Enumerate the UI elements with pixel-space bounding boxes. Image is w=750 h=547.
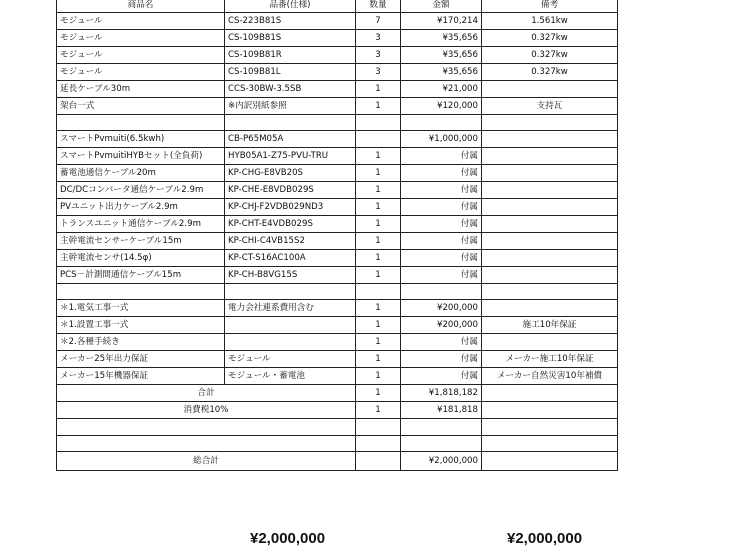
cell-product-name: モジュール bbox=[57, 63, 225, 80]
table-row bbox=[57, 215, 618, 232]
cell-amount: 付属 bbox=[401, 164, 482, 181]
cell-amount bbox=[401, 283, 482, 299]
grand-total-row bbox=[57, 452, 618, 471]
cell-remarks: メーカー施工10年保証 bbox=[482, 351, 618, 368]
table-row bbox=[57, 266, 618, 283]
blank-row bbox=[57, 435, 618, 451]
total-below-right: ¥2,000,000 bbox=[507, 530, 583, 547]
table-row bbox=[57, 46, 618, 63]
cell-remarks bbox=[482, 266, 618, 283]
cell-model-number: ※内訳別紙参照 bbox=[225, 97, 356, 114]
cell-remarks bbox=[482, 215, 618, 232]
cell-model-number: CS-223B81S bbox=[225, 12, 356, 29]
cell-remarks bbox=[482, 334, 618, 351]
cell-quantity bbox=[356, 283, 401, 299]
cell-amount: 付属 bbox=[401, 351, 482, 368]
table-row bbox=[57, 80, 618, 97]
cell-remarks: 施工10年保証 bbox=[482, 317, 618, 334]
blank-row bbox=[57, 419, 618, 435]
tax-qty: 1 bbox=[356, 402, 401, 419]
table-row bbox=[57, 97, 618, 114]
cell-model-number: モジュール bbox=[225, 351, 356, 368]
tax-note bbox=[482, 402, 618, 419]
cell-model-number: KP-CHE-E8VDB029S bbox=[225, 181, 356, 198]
cell-product-name: DC/DCコンバータ通信ケーブル2.9m bbox=[57, 181, 225, 198]
table-row bbox=[57, 164, 618, 181]
cell-quantity: 3 bbox=[356, 63, 401, 80]
cell-product-name: 蓄電池通信ケーブル20m bbox=[57, 164, 225, 181]
cell-product-name: モジュール bbox=[57, 12, 225, 29]
cell-amount: 付属 bbox=[401, 266, 482, 283]
estimate-sheet bbox=[56, 0, 618, 471]
cell-quantity bbox=[356, 130, 401, 147]
table-row bbox=[57, 29, 618, 46]
cell-amount: ¥21,000 bbox=[401, 80, 482, 97]
cell-model-number: モジュール・蓄電池 bbox=[225, 368, 356, 385]
cell-product-name: ＊2.各種手続き bbox=[57, 334, 225, 351]
grand-total-amount: ¥2,000,000 bbox=[401, 452, 482, 471]
subtotal-row bbox=[57, 385, 618, 402]
cell-quantity: 3 bbox=[356, 29, 401, 46]
cell-quantity: 1 bbox=[356, 351, 401, 368]
cell-model-number: CB-P65M05A bbox=[225, 130, 356, 147]
cell-amount: ¥1,000,000 bbox=[401, 130, 482, 147]
cell-remarks: 1.561kw bbox=[482, 12, 618, 29]
cell-remarks: 0.327kw bbox=[482, 29, 618, 46]
cell-model-number: HYB05A1-Z75-PVU-TRU bbox=[225, 147, 356, 164]
tax-amount: ¥181,818 bbox=[401, 402, 482, 419]
table-row bbox=[57, 130, 618, 147]
cell-remarks bbox=[482, 283, 618, 299]
cell-amount: 付属 bbox=[401, 215, 482, 232]
tax-label: 消費税10% bbox=[57, 402, 356, 419]
table-row bbox=[57, 181, 618, 198]
cell-remarks bbox=[482, 300, 618, 317]
cell-quantity: 1 bbox=[356, 80, 401, 97]
cell-product-name: メーカー15年機器保証 bbox=[57, 368, 225, 385]
cell-quantity: 1 bbox=[356, 249, 401, 266]
cell-product-name: スマートPvmuiti(6.5kwh) bbox=[57, 130, 225, 147]
cell-remarks: 0.327kw bbox=[482, 46, 618, 63]
table-row bbox=[57, 300, 618, 317]
cell-amount: ¥200,000 bbox=[401, 300, 482, 317]
cell-model-number bbox=[225, 283, 356, 299]
cell-product-name: PCS－計測間通信ケーブル15m bbox=[57, 266, 225, 283]
table-row bbox=[57, 198, 618, 215]
table-row bbox=[57, 283, 618, 299]
cell-amount: 付属 bbox=[401, 198, 482, 215]
cell-remarks bbox=[482, 249, 618, 266]
cell-quantity: 1 bbox=[356, 300, 401, 317]
cell-amount: ¥35,656 bbox=[401, 29, 482, 46]
table-row bbox=[57, 249, 618, 266]
tax-row bbox=[57, 402, 618, 419]
cell-model-number: CCS-30BW-3.5SB bbox=[225, 80, 356, 97]
cell-product-name: 主幹電流センサ(14.5φ) bbox=[57, 249, 225, 266]
cell-model-number: KP-CHI-C4VB15S2 bbox=[225, 232, 356, 249]
cell-amount: ¥200,000 bbox=[401, 317, 482, 334]
table-row bbox=[57, 12, 618, 29]
cell-product-name bbox=[57, 114, 225, 130]
cell-model-number bbox=[225, 317, 356, 334]
header-model-number: 品番(仕様) bbox=[225, 0, 356, 12]
cell-quantity: 7 bbox=[356, 12, 401, 29]
header-product-name: 商品名 bbox=[57, 0, 225, 12]
cell-remarks: 支持瓦 bbox=[482, 97, 618, 114]
estimate-table bbox=[56, 0, 618, 471]
cell-product-name: メーカー25年出力保証 bbox=[57, 351, 225, 368]
grand-total-label: 総合計 bbox=[57, 452, 356, 471]
cell-amount: 付属 bbox=[401, 232, 482, 249]
cell-quantity: 1 bbox=[356, 317, 401, 334]
table-row bbox=[57, 232, 618, 249]
cell-model-number: KP-CHG-E8VB20S bbox=[225, 164, 356, 181]
cell-product-name: ＊1.設置工事一式 bbox=[57, 317, 225, 334]
cell-amount: ¥35,656 bbox=[401, 63, 482, 80]
cell-quantity: 1 bbox=[356, 147, 401, 164]
cell-quantity: 1 bbox=[356, 181, 401, 198]
cell-quantity: 1 bbox=[356, 164, 401, 181]
table-row bbox=[57, 317, 618, 334]
cell-model-number: KP-CHT-E4VDB029S bbox=[225, 215, 356, 232]
cell-amount: 付属 bbox=[401, 368, 482, 385]
cell-amount: 付属 bbox=[401, 334, 482, 351]
table-row bbox=[57, 368, 618, 385]
cell-quantity: 1 bbox=[356, 334, 401, 351]
cell-product-name: 架台一式 bbox=[57, 97, 225, 114]
cell-quantity bbox=[356, 114, 401, 130]
cell-model-number bbox=[225, 114, 356, 130]
cell-model-number bbox=[225, 334, 356, 351]
cell-remarks: 0.327kw bbox=[482, 63, 618, 80]
cell-remarks bbox=[482, 232, 618, 249]
subtotal-qty: 1 bbox=[356, 385, 401, 402]
cell-quantity: 1 bbox=[356, 232, 401, 249]
cell-remarks bbox=[482, 164, 618, 181]
cell-remarks bbox=[482, 181, 618, 198]
cell-remarks bbox=[482, 130, 618, 147]
subtotal-amount: ¥1,818,182 bbox=[401, 385, 482, 402]
cell-remarks bbox=[482, 80, 618, 97]
cell-product-name: 主幹電流センサーケーブル15m bbox=[57, 232, 225, 249]
cell-model-number: KP-CHJ-F2VDB029ND3 bbox=[225, 198, 356, 215]
cell-product-name: モジュール bbox=[57, 29, 225, 46]
cell-product-name: 延長ケーブル30m bbox=[57, 80, 225, 97]
cell-product-name: スマートPvmuitiHYBセット(全負荷) bbox=[57, 147, 225, 164]
cell-quantity: 1 bbox=[356, 266, 401, 283]
cell-remarks: メーカー自然災害10年補償 bbox=[482, 368, 618, 385]
cell-product-name bbox=[57, 283, 225, 299]
cell-amount: 付属 bbox=[401, 147, 482, 164]
cell-product-name: モジュール bbox=[57, 46, 225, 63]
cell-model-number: CS-109B81S bbox=[225, 29, 356, 46]
cell-product-name: トランスユニット通信ケーブル2.9m bbox=[57, 215, 225, 232]
cell-amount: ¥170,214 bbox=[401, 12, 482, 29]
subtotal-note bbox=[482, 385, 618, 402]
table-row bbox=[57, 351, 618, 368]
cell-remarks bbox=[482, 198, 618, 215]
header-remarks: 備考 bbox=[482, 0, 618, 12]
cell-amount: 付属 bbox=[401, 181, 482, 198]
cell-quantity: 1 bbox=[356, 215, 401, 232]
header-quantity: 数量 bbox=[356, 0, 401, 12]
header-amount: 金額 bbox=[401, 0, 482, 12]
total-below-left: ¥2,000,000 bbox=[250, 530, 326, 547]
cell-model-number: 電力会社連系費用含む bbox=[225, 300, 356, 317]
subtotal-label: 合計 bbox=[57, 385, 356, 402]
cell-model-number: KP-CH-B8VG15S bbox=[225, 266, 356, 283]
cell-remarks bbox=[482, 114, 618, 130]
cell-amount: 付属 bbox=[401, 249, 482, 266]
table-row bbox=[57, 147, 618, 164]
cell-quantity: 1 bbox=[356, 97, 401, 114]
cell-model-number: CS-109B81L bbox=[225, 63, 356, 80]
cell-product-name: ＊1.電気工事一式 bbox=[57, 300, 225, 317]
header-row bbox=[57, 0, 618, 12]
cell-model-number: CS-109B81R bbox=[225, 46, 356, 63]
cell-quantity: 1 bbox=[356, 198, 401, 215]
cell-remarks bbox=[482, 147, 618, 164]
cell-amount: ¥120,000 bbox=[401, 97, 482, 114]
table-row bbox=[57, 334, 618, 351]
cell-quantity: 1 bbox=[356, 368, 401, 385]
cell-quantity: 3 bbox=[356, 46, 401, 63]
cell-amount: ¥35,656 bbox=[401, 46, 482, 63]
table-row bbox=[57, 63, 618, 80]
cell-product-name: PVユニット出力ケーブル2.9m bbox=[57, 198, 225, 215]
table-row bbox=[57, 114, 618, 130]
cell-model-number: KP-CT-S16AC100A bbox=[225, 249, 356, 266]
cell-amount bbox=[401, 114, 482, 130]
